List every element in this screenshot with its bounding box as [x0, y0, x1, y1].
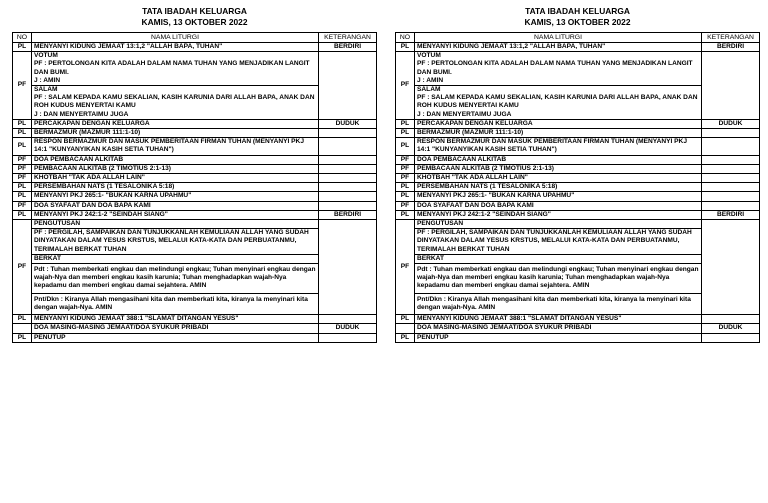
- table-row: [13, 174, 377, 183]
- row-no: PL: [13, 333, 32, 342]
- row-no: PF: [396, 174, 415, 183]
- row-no: PF: [396, 164, 415, 173]
- table-row: [396, 324, 760, 333]
- salam-section: [415, 86, 701, 119]
- table-row: [396, 174, 760, 183]
- row-liturgi: MENYANYI PKJ 265:1- "BUKAN KARNA UPAHMU": [32, 192, 319, 201]
- row-keterangan: BERDIRI: [319, 210, 377, 219]
- table-row: [396, 183, 760, 192]
- berkat-label: BERKAT: [415, 255, 701, 264]
- row-keterangan: [702, 220, 760, 315]
- table-row: [396, 220, 760, 315]
- row-no: PL: [13, 210, 32, 219]
- row-no: PL: [396, 119, 415, 128]
- row-no: PL: [396, 183, 415, 192]
- row-no: PF: [13, 201, 32, 210]
- pengutusan-label: PENGUTUSAN: [415, 220, 701, 229]
- table-row: [396, 129, 760, 138]
- row-liturgi-pengutusan-berkat: [32, 220, 319, 315]
- row-liturgi: MENYANYI KIDUNG JEMAAT 13:1,2 "ALLAH BAPA, TUHAN": [415, 43, 702, 52]
- row-liturgi: RESPON BERMAZMUR DAN MASUK PEMBERITAAN FIRMAN TUHAN (MENYANYI PKJ 14:1 "KUNYANYIKAN KASIH SETIA TUHAN"): [32, 138, 319, 155]
- row-no: PL: [13, 192, 32, 201]
- row-keterangan: [319, 129, 377, 138]
- row-keterangan: [702, 174, 760, 183]
- row-liturgi-votum-salam: [32, 52, 319, 120]
- liturgy-panel-left: [12, 6, 377, 343]
- berkat-pdt: Pdt : Tuhan memberkati engkau dan melindungi engkau; Tuhan menyinari engkau dengan wajah-Nya dan memberi engkau kasih karunia; Tuhan menghadapkan wajah-Nya kepadamu dan memberi engkau damai sejahtera. AMIN: [32, 264, 318, 294]
- row-keterangan: [319, 164, 377, 173]
- liturgy-table: [12, 32, 377, 343]
- row-liturgi: PEMBACAAN ALKITAB (2 TIMOTIUS 2:1-13): [32, 164, 319, 173]
- row-keterangan: [702, 52, 760, 120]
- row-keterangan: [319, 192, 377, 201]
- row-no: PL: [396, 192, 415, 201]
- row-no: PL: [13, 315, 32, 324]
- row-no: PL: [13, 138, 32, 155]
- row-keterangan: [319, 155, 377, 164]
- row-liturgi: PERCAKAPAN DENGAN KELUARGA: [415, 119, 702, 128]
- row-liturgi: PERSEMBAHAN NATS (1 TESALONIKA 5:18): [32, 183, 319, 192]
- row-keterangan: [702, 129, 760, 138]
- pengutusan-label: PENGUTUSAN: [32, 220, 318, 229]
- table-row: [396, 210, 760, 219]
- row-no: PL: [396, 129, 415, 138]
- table-row: [396, 43, 760, 52]
- table-row: [396, 119, 760, 128]
- table-row: [13, 164, 377, 173]
- document-title: TATA IBADAH KELUARGA: [525, 6, 630, 16]
- votum-label: VOTUM: [417, 52, 441, 60]
- row-liturgi-pengutusan-berkat: [415, 220, 702, 315]
- row-no: [13, 324, 32, 333]
- table-row: [396, 155, 760, 164]
- row-no: PL: [396, 43, 415, 52]
- table-row: [13, 210, 377, 219]
- table-row: [13, 138, 377, 155]
- row-keterangan: [702, 315, 760, 324]
- document-date: KAMIS, 13 OKTOBER 2022: [141, 17, 248, 27]
- salam-pf: PF : SALAM KEPADA KAMU SEKALIAN, KASIH KARUNIA DARI ALLAH BAPA, ANAK DAN ROH KUDUS MENYERTAI KAMU: [417, 94, 698, 110]
- table-row: [13, 315, 377, 324]
- header-keterangan: KETERANGAN: [319, 33, 377, 43]
- row-liturgi: MENYANYI PKJ 242:1-2 "SEINDAH SIANG": [32, 210, 319, 219]
- row-keterangan: [702, 192, 760, 201]
- row-liturgi: DOA PEMBACAAN ALKITAB: [415, 155, 702, 164]
- row-no: PF: [396, 52, 415, 120]
- row-liturgi: MENYANYI PKJ 242:1-2 "SEINDAH SIANG": [415, 210, 702, 219]
- table-row: [13, 119, 377, 128]
- row-no: PL: [396, 138, 415, 155]
- row-keterangan: DUDUK: [319, 324, 377, 333]
- table-row: [396, 192, 760, 201]
- table-row: [13, 52, 377, 120]
- row-keterangan: [702, 155, 760, 164]
- row-no: PL: [396, 210, 415, 219]
- row-keterangan: [319, 138, 377, 155]
- row-keterangan: [319, 220, 377, 315]
- row-keterangan: DUDUK: [319, 119, 377, 128]
- salam-label: SALAM: [417, 86, 441, 94]
- row-no: PL: [13, 183, 32, 192]
- row-no: PF: [13, 52, 32, 120]
- row-keterangan: BERDIRI: [702, 43, 760, 52]
- row-liturgi: DOA SYAFAAT DAN DOA BAPA KAMI: [415, 201, 702, 210]
- table-row: [396, 315, 760, 324]
- row-no: PF: [396, 201, 415, 210]
- row-no: PL: [396, 315, 415, 324]
- row-liturgi: PERCAKAPAN DENGAN KELUARGA: [32, 119, 319, 128]
- row-no: PF: [13, 155, 32, 164]
- table-row: [396, 201, 760, 210]
- row-no: PL: [13, 129, 32, 138]
- row-keterangan: BERDIRI: [702, 210, 760, 219]
- row-keterangan: [702, 183, 760, 192]
- row-liturgi: PENUTUP: [415, 333, 702, 342]
- votum-label: VOTUM: [34, 52, 58, 60]
- header-no: NO: [13, 33, 32, 43]
- row-liturgi: PENUTUP: [32, 333, 319, 342]
- liturgy-panel-right: [395, 6, 760, 343]
- table-row: [396, 333, 760, 342]
- document-title: TATA IBADAH KELUARGA: [142, 6, 247, 16]
- row-keterangan: [702, 164, 760, 173]
- votum-j: J : AMIN: [34, 76, 61, 84]
- table-row: [13, 155, 377, 164]
- pengutusan-pf: PF : PERGILAH, SAMPAIKAN DAN TUNJUKKANLAH KEMULIAAN ALLAH YANG SUDAH DINYATAKAN DALAM YESUS KRSTUS, MELALUI KATA-KATA DAN PERBUATANMU, TERIMALAH BERKAT TUHAN: [32, 229, 318, 255]
- row-liturgi-votum-salam: [415, 52, 702, 120]
- header-row: [13, 33, 377, 43]
- row-liturgi: PERSEMBAHAN NATS (1 TESALONIKA 5:18): [415, 183, 702, 192]
- row-keterangan: DUDUK: [702, 324, 760, 333]
- row-no: PL: [13, 43, 32, 52]
- votum-pf: PF : PERTOLONGAN KITA ADALAH DALAM NAMA TUHAN YANG MENJADIKAN LANGIT DAN BUMI.: [417, 60, 693, 76]
- row-keterangan: [702, 333, 760, 342]
- row-keterangan: [319, 183, 377, 192]
- header-liturgi: NAMA LITURGI: [415, 33, 702, 43]
- row-liturgi: KHOTBAH "TAK ADA ALLAH LAIN": [415, 174, 702, 183]
- header-row: [396, 33, 760, 43]
- votum-pf: PF : PERTOLONGAN KITA ADALAH DALAM NAMA TUHAN YANG MENJADIKAN LANGIT DAN BUMI.: [34, 60, 310, 76]
- table-row: [13, 192, 377, 201]
- row-liturgi: BERMAZMUR (MAZMUR 111:1-10): [415, 129, 702, 138]
- row-keterangan: [702, 138, 760, 155]
- header-no: NO: [396, 33, 415, 43]
- pengutusan-pf: PF : PERGILAH, SAMPAIKAN DAN TUNJUKKANLAH KEMULIAAN ALLAH YANG SUDAH DINYATAKAN DALAM YESUS KRSTUS, MELALUI KATA-KATA DAN PERBUATANMU, TERIMALAH BERKAT TUHAN: [415, 229, 701, 255]
- votum-section: [415, 52, 701, 86]
- row-keterangan: [319, 315, 377, 324]
- table-row: [13, 201, 377, 210]
- table-row: [13, 43, 377, 52]
- row-no: PL: [396, 333, 415, 342]
- row-no: PF: [396, 155, 415, 164]
- table-row: [396, 164, 760, 173]
- salam-j: J : DAN MENYERTAIMU JUGA: [34, 110, 129, 118]
- row-liturgi: DOA SYAFAAT DAN DOA BAPA KAMI: [32, 201, 319, 210]
- row-liturgi: MENYANYI KIDUNG JEMAAT 388:1 "SLAMAT DITANGAN YESUS": [32, 315, 319, 324]
- row-keterangan: [319, 333, 377, 342]
- header-keterangan: KETERANGAN: [702, 33, 760, 43]
- row-keterangan: [319, 174, 377, 183]
- berkat-label: BERKAT: [32, 255, 318, 264]
- row-liturgi: PEMBACAAN ALKITAB (2 TIMOTIUS 2:1-13): [415, 164, 702, 173]
- row-no: PL: [13, 119, 32, 128]
- votum-section: [32, 52, 318, 86]
- liturgy-table: [395, 32, 760, 343]
- row-liturgi: BERMAZMUR (MAZMUR 111:1-10): [32, 129, 319, 138]
- table-row: [13, 183, 377, 192]
- row-no: PF: [396, 220, 415, 315]
- table-row: [396, 138, 760, 155]
- row-no: PF: [13, 164, 32, 173]
- salam-label: SALAM: [34, 86, 58, 94]
- berkat-pnt: Pnt/Dkn : Kiranya Allah mengasihani kita dan memberkati kita, kiranya Ia menyinari kita dengan wajah-Nya. AMIN: [34, 295, 308, 311]
- row-liturgi: KHOTBAH "TAK ADA ALLAH LAIN": [32, 174, 319, 183]
- table-row: [13, 333, 377, 342]
- row-keterangan: [702, 201, 760, 210]
- berkat-pdt: Pdt : Tuhan memberkati engkau dan melindungi engkau; Tuhan menyinari engkau dengan wajah-Nya dan memberi engkau kasih karunia; Tuhan menghadapkan wajah-Nya kepadamu dan memberi engkau damai sejahtera. AMIN: [415, 264, 701, 294]
- salam-j: J : DAN MENYERTAIMU JUGA: [417, 110, 512, 118]
- row-keterangan: BERDIRI: [319, 43, 377, 52]
- table-row: [13, 324, 377, 333]
- salam-pf: PF : SALAM KEPADA KAMU SEKALIAN, KASIH KARUNIA DARI ALLAH BAPA, ANAK DAN ROH KUDUS MENYERTAI KAMU: [34, 94, 315, 110]
- row-no: PF: [13, 174, 32, 183]
- row-keterangan: [319, 201, 377, 210]
- row-keterangan: DUDUK: [702, 119, 760, 128]
- row-liturgi: MENYANYI KIDUNG JEMAAT 388:1 "SLAMAT DITANGAN YESUS": [415, 315, 702, 324]
- table-row: [396, 52, 760, 120]
- row-liturgi: MENYANYI PKJ 265:1- "BUKAN KARNA UPAHMU": [415, 192, 702, 201]
- header-liturgi: NAMA LITURGI: [32, 33, 319, 43]
- table-row: [13, 220, 377, 315]
- table-row: [13, 129, 377, 138]
- row-liturgi: DOA PEMBACAAN ALKITAB: [32, 155, 319, 164]
- row-no: [396, 324, 415, 333]
- berkat-pnt: Pnt/Dkn : Kiranya Allah mengasihani kita dan memberkati kita, kiranya Ia menyinari kita dengan wajah-Nya. AMIN: [417, 295, 691, 311]
- document-date: KAMIS, 13 OKTOBER 2022: [524, 17, 631, 27]
- row-keterangan: [319, 52, 377, 120]
- row-liturgi: RESPON BERMAZMUR DAN MASUK PEMBERITAAN FIRMAN TUHAN (MENYANYI PKJ 14:1 "KUNYANYIKAN KASIH SETIA TUHAN"): [415, 138, 702, 155]
- row-liturgi: DOA MASING-MASING JEMAAT/DOA SYUKUR PRIBADI: [415, 324, 702, 333]
- votum-j: J : AMIN: [417, 76, 444, 84]
- salam-section: [32, 86, 318, 119]
- row-no: PF: [13, 220, 32, 315]
- row-liturgi: MENYANYI KIDUNG JEMAAT 13:1,2 "ALLAH BAPA, TUHAN": [32, 43, 319, 52]
- row-liturgi: DOA MASING-MASING JEMAAT/DOA SYUKUR PRIBADI: [32, 324, 319, 333]
